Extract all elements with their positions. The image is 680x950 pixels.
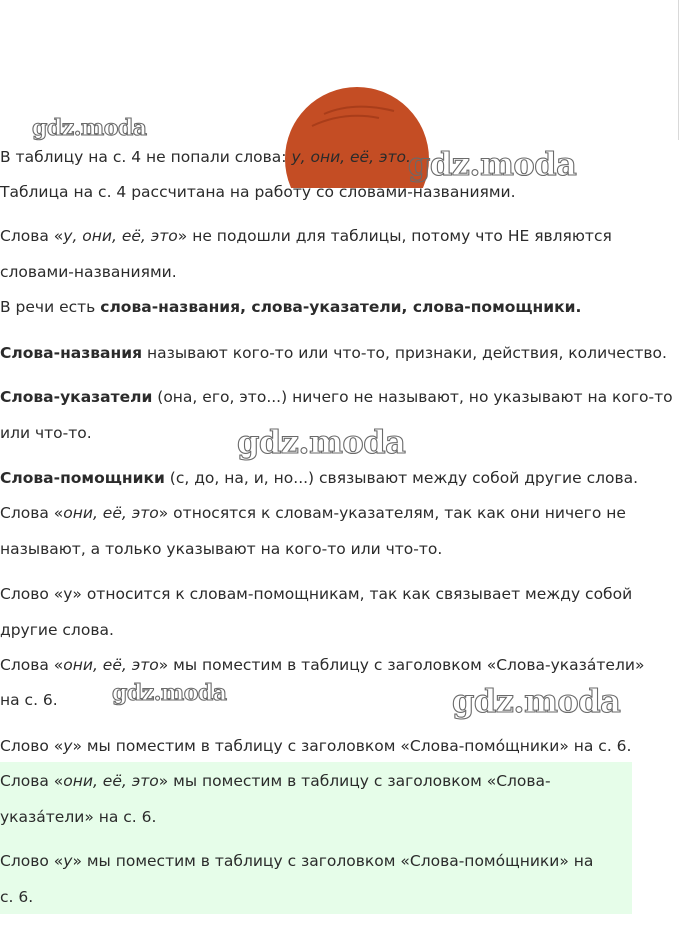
- text-line: В речи есть слова-названия, слова-указатели, слова-помощники.: [0, 298, 582, 316]
- bold-term: Слова-помощники: [0, 469, 165, 487]
- watermark: gdz.moda: [408, 145, 577, 183]
- text-line: с. 6.: [0, 888, 34, 906]
- watermark: gdz.moda: [452, 682, 621, 720]
- text-line: Слова-названия называют кого-то или что-то, признаки, действия, количество.: [0, 344, 667, 362]
- italic-words: у: [63, 737, 73, 755]
- text-line: Слова-помощники (с, до, на, и, но...) связывают между собой другие слова.: [0, 469, 639, 487]
- text-line: или что-то.: [0, 424, 92, 442]
- text-line: Слово «у» мы поместим в таблицу с заголовком «Слова-помо́щники» на: [0, 852, 594, 870]
- watermark: gdz.moda: [112, 680, 227, 706]
- bold-term: слова-названия, слова-указатели, слова-помощники.: [100, 298, 582, 316]
- italic-words: они, её, это: [63, 504, 159, 522]
- italic-words: они, её, это: [63, 656, 159, 674]
- text-line: называют, а только указывают на кого-то или что-то.: [0, 540, 443, 558]
- bold-term: Слова-названия: [0, 344, 143, 362]
- text-line: Слова «у, они, её, это» не подошли для таблицы, потому что НЕ являются: [0, 227, 612, 245]
- text-line: Слова «они, её, это» мы поместим в таблицу с заголовком «Слова-: [0, 772, 551, 790]
- watermark: gdz.moda: [237, 423, 406, 461]
- page-edge-divider: [678, 0, 679, 140]
- italic-words: у, они, её, это: [63, 227, 178, 245]
- italic-words: у: [63, 852, 73, 870]
- watermark: gdz.moda: [32, 115, 147, 141]
- text-line: Слова «они, её, это» относятся к словам-указателям, так как они ничего не: [0, 504, 626, 522]
- text-line: Слово «у» мы поместим в таблицу с заголовком «Слова-помо́щники» на с. 6.: [0, 737, 632, 755]
- bold-term: Слова-указатели: [0, 388, 153, 406]
- text-line: словами-названиями.: [0, 263, 177, 281]
- text-line: указа́тели» на с. 6.: [0, 808, 157, 826]
- italic-words: они, её, это: [63, 772, 159, 790]
- text-line: Слова «они, её, это» мы поместим в таблицу с заголовком «Слова-указа́тели»: [0, 656, 645, 674]
- text-line: Слова-указатели (она, его, это...) ничего не называют, но указывают на кого-то: [0, 388, 673, 406]
- italic-words: у, они, её, это.: [291, 148, 411, 166]
- text-line: на с. 6.: [0, 691, 58, 709]
- text-line: Таблица на с. 4 рассчитана на работу со словами-названиями.: [0, 183, 516, 201]
- text-line: другие слова.: [0, 621, 114, 639]
- text-line: В таблицу на с. 4 не попали слова: у, они, её, это.: [0, 148, 411, 166]
- text-line: Слово «у» относится к словам-помощникам, так как связывает между собой: [0, 585, 633, 603]
